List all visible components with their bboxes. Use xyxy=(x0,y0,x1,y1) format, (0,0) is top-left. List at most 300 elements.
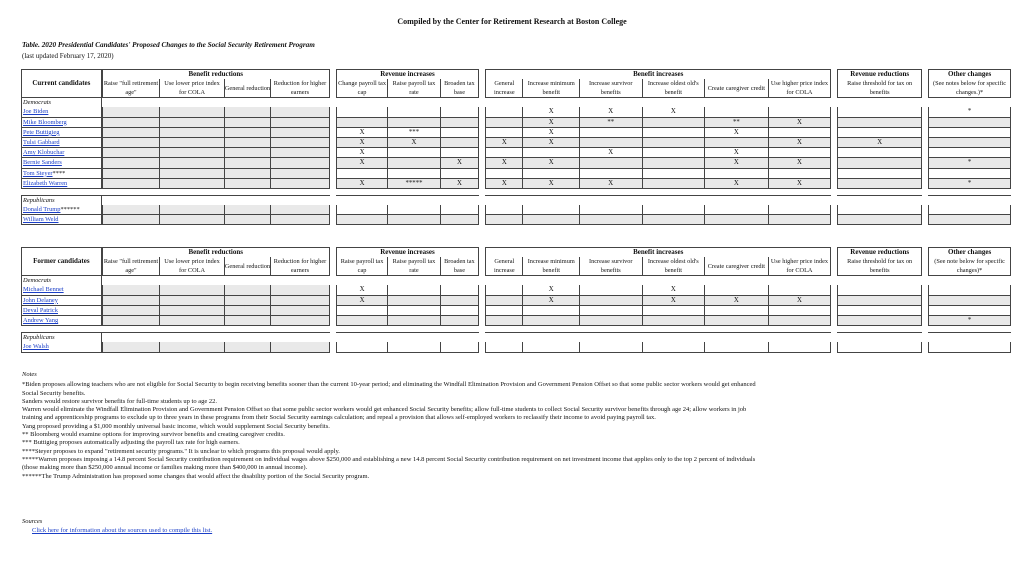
proposal-cell: ***** xyxy=(388,179,440,189)
proposal-cell xyxy=(102,306,161,316)
proposal-cell: X xyxy=(643,285,706,295)
blank-cell xyxy=(837,332,922,342)
proposal-cell xyxy=(769,107,832,117)
note-line: Social Security benefits. xyxy=(22,389,86,397)
proposal-cell: X xyxy=(837,138,922,148)
blank-cell xyxy=(388,195,440,205)
blank-cell xyxy=(580,276,643,285)
proposal-cell xyxy=(485,205,523,215)
proposal-cell: X xyxy=(643,107,706,117)
proposal-cell xyxy=(928,205,1011,215)
blank-cell xyxy=(441,332,479,342)
column-header: General increase xyxy=(485,257,523,276)
proposal-cell xyxy=(705,205,769,215)
proposal-cell xyxy=(643,158,706,168)
column-header: General increase xyxy=(485,79,523,98)
group-header-row xyxy=(21,247,1011,257)
proposal-cell xyxy=(388,205,440,215)
proposal-cell: X xyxy=(336,158,388,168)
column-header: (See notes below for specific changes.)* xyxy=(928,79,1011,98)
column-header-row xyxy=(21,257,1011,276)
proposal-cell xyxy=(837,169,922,179)
candidate-row xyxy=(21,215,1011,225)
blank-cell xyxy=(769,195,832,205)
blank-cell xyxy=(271,332,330,342)
proposal-cell xyxy=(160,342,225,352)
proposal-cell: X xyxy=(485,158,523,168)
proposal-cell xyxy=(523,169,580,179)
blank-cell xyxy=(705,276,769,285)
column-header: Raise payroll tax cap xyxy=(336,257,388,276)
proposal-cell xyxy=(102,296,161,306)
column-header: Raise "full retirement age" xyxy=(102,257,161,276)
group-header-benefit-increases: Benefit increases xyxy=(485,69,831,79)
candidate-name-cell xyxy=(21,306,102,316)
blank-cell xyxy=(580,332,643,342)
proposal-cell: X xyxy=(523,138,580,148)
proposal-cell xyxy=(705,215,769,225)
column-header: Broaden tax base xyxy=(441,257,479,276)
blank-cell xyxy=(580,195,643,205)
proposal-cell xyxy=(225,158,271,168)
proposal-cell xyxy=(160,128,225,138)
proposal-cell xyxy=(388,158,440,168)
candidate-row xyxy=(21,296,1011,306)
party-label: Republicans xyxy=(21,332,102,342)
proposal-cell xyxy=(837,306,922,316)
proposal-cell xyxy=(769,342,832,352)
party-label: Democrats xyxy=(21,276,102,285)
section-label-row xyxy=(21,195,1011,205)
proposal-cell xyxy=(160,169,225,179)
table-label: Current candidates xyxy=(21,69,102,98)
candidate-link[interactable]: Deval Patrick xyxy=(23,306,58,314)
candidate-name-cell xyxy=(21,296,102,306)
column-header: Increase minimum benefit xyxy=(523,79,580,98)
group-header-benefit-reductions: Benefit reductions xyxy=(102,247,330,257)
proposal-cell xyxy=(837,118,922,128)
column-header: Raise payroll tax rate xyxy=(388,79,440,98)
proposal-cell xyxy=(523,205,580,215)
candidate-name-cell xyxy=(21,215,102,225)
proposal-cell xyxy=(225,342,271,352)
note-line: *Biden proposes allowing teachers who are not eligible for Social Security to begin receiving benefits sooner than the current 10-year period; and eliminating the Windfall Elimination Provision and Government Pension Offset so that some public sector workers would get enhanced xyxy=(22,381,756,389)
blank-cell xyxy=(160,195,225,205)
proposal-cell: X xyxy=(705,179,769,189)
candidate-link[interactable]: William Weld xyxy=(23,216,59,224)
proposal-cell: X xyxy=(523,107,580,117)
proposal-cell xyxy=(485,285,523,295)
proposal-cell: X xyxy=(336,296,388,306)
blank-cell xyxy=(271,98,330,107)
proposal-cell xyxy=(225,285,271,295)
proposal-cell xyxy=(928,118,1011,128)
proposal-cell xyxy=(580,285,643,295)
proposal-cell xyxy=(271,285,330,295)
candidate-link[interactable]: Mike Bloomberg xyxy=(23,118,67,126)
proposal-cell: * xyxy=(928,316,1011,326)
proposal-cell xyxy=(441,205,479,215)
proposal-cell xyxy=(271,169,330,179)
proposal-cell xyxy=(705,138,769,148)
blank-cell xyxy=(102,98,161,107)
proposal-cell xyxy=(388,118,440,128)
proposal-cell xyxy=(580,205,643,215)
proposal-cell xyxy=(102,215,161,225)
section-label-row xyxy=(21,332,1011,342)
proposal-cell xyxy=(336,215,388,225)
proposal-cell xyxy=(643,316,706,326)
proposal-cell xyxy=(160,316,225,326)
note-line: ******The Trump Administration has proposed some changes that would affect the disability portion of the Social Security program. xyxy=(22,472,370,480)
column-header: Raise threshold for tax on benefits xyxy=(837,257,922,276)
proposal-cell xyxy=(225,215,271,225)
proposal-cell xyxy=(271,296,330,306)
proposal-cell xyxy=(580,138,643,148)
proposal-cell xyxy=(837,316,922,326)
proposal-cell xyxy=(271,316,330,326)
blank-cell xyxy=(485,98,523,107)
candidate-link[interactable]: Joe Walsh xyxy=(23,343,49,351)
proposal-cell xyxy=(523,342,580,352)
blank-cell xyxy=(225,98,271,107)
proposal-cell xyxy=(485,128,523,138)
column-header: Create caregiver credit xyxy=(705,257,769,276)
proposal-cell xyxy=(160,215,225,225)
proposal-cell xyxy=(643,138,706,148)
proposal-cell xyxy=(643,306,706,316)
proposal-cell xyxy=(705,316,769,326)
proposal-cell xyxy=(271,306,330,316)
proposal-cell xyxy=(160,118,225,128)
proposal-cell: X xyxy=(336,128,388,138)
proposal-cell xyxy=(837,205,922,215)
proposal-cell xyxy=(160,138,225,148)
proposal-cell xyxy=(388,285,440,295)
candidate-row xyxy=(21,342,1011,352)
blank-cell xyxy=(769,276,832,285)
candidate-row xyxy=(21,118,1011,128)
proposal-cell: X xyxy=(769,296,832,306)
proposal-cell xyxy=(837,285,922,295)
candidate-row xyxy=(21,158,1011,168)
proposal-cell xyxy=(580,296,643,306)
table-label: Former candidates xyxy=(21,247,102,276)
blank-cell xyxy=(928,98,1011,107)
column-header: Use higher price index for COLA xyxy=(769,257,832,276)
proposal-cell xyxy=(160,285,225,295)
blank-cell xyxy=(705,98,769,107)
proposal-cell xyxy=(271,205,330,215)
proposal-cell xyxy=(643,215,706,225)
proposal-cell xyxy=(705,107,769,117)
column-header: Use lower price index for COLA xyxy=(160,257,225,276)
blank-cell xyxy=(102,332,161,342)
blank-cell xyxy=(769,98,832,107)
proposal-cell xyxy=(643,148,706,158)
blank-cell xyxy=(580,98,643,107)
proposal-cell: X xyxy=(769,179,832,189)
note-line: *** Buttigieg proposes automatically adjusting the payroll tax rate for high earners. xyxy=(22,439,240,447)
candidate-row xyxy=(21,128,1011,138)
proposal-cell xyxy=(485,342,523,352)
candidate-link[interactable]: Tulsi Gabbard xyxy=(23,139,60,147)
proposal-cell: ** xyxy=(580,118,643,128)
column-header-row xyxy=(21,79,1011,98)
proposal-cell: X xyxy=(705,296,769,306)
blank-cell xyxy=(388,98,440,107)
proposal-cell xyxy=(705,285,769,295)
proposal-cell xyxy=(102,316,161,326)
proposal-cell xyxy=(705,169,769,179)
proposal-cell xyxy=(388,107,440,117)
proposal-cell xyxy=(225,128,271,138)
proposal-cell xyxy=(388,316,440,326)
proposal-cell xyxy=(837,179,922,189)
group-header-benefit-increases: Benefit increases xyxy=(485,247,831,257)
column-header: Increase survivor benefits xyxy=(580,257,643,276)
proposal-cell xyxy=(485,296,523,306)
blank-cell xyxy=(271,195,330,205)
note-line: Yang proposed providing a $1,000 monthly universal basic income, which would supplement Social Security benefits. xyxy=(22,422,330,430)
proposal-cell: X xyxy=(441,179,479,189)
proposal-cell xyxy=(271,158,330,168)
note-line: (those making more than $250,000 annual income or families making more than $400,000 in annual income). xyxy=(22,464,308,472)
proposal-cell xyxy=(928,138,1011,148)
proposal-cell: X xyxy=(485,179,523,189)
proposal-cell xyxy=(102,107,161,117)
note-line: ** Bloomberg would examine options for improving survivor benefits and creating caregiver credits. xyxy=(22,431,285,439)
proposal-cell xyxy=(102,169,161,179)
blank-cell xyxy=(643,332,706,342)
column-header: General reduction xyxy=(225,257,271,276)
proposal-cell xyxy=(160,158,225,168)
candidate-name-cell xyxy=(21,169,102,179)
proposal-cell xyxy=(643,169,706,179)
blank-cell xyxy=(928,276,1011,285)
proposal-cell: X xyxy=(336,138,388,148)
blank-cell xyxy=(388,276,440,285)
blank-cell xyxy=(441,276,479,285)
proposal-cell xyxy=(102,128,161,138)
proposal-cell xyxy=(336,205,388,215)
blank-cell xyxy=(523,195,580,205)
proposal-cell xyxy=(485,118,523,128)
candidate-name-cell xyxy=(21,342,102,352)
proposal-cell xyxy=(336,306,388,316)
blank-cell xyxy=(271,276,330,285)
proposal-cell xyxy=(769,215,832,225)
proposal-cell xyxy=(441,296,479,306)
column-header: Use higher price index for COLA xyxy=(769,79,832,98)
table-title: Table. 2020 Presidential Candidates' Proposed Changes to the Social Security Retirement Program xyxy=(22,41,315,49)
proposal-cell xyxy=(225,179,271,189)
blank-cell xyxy=(102,195,161,205)
proposal-cell xyxy=(580,169,643,179)
proposal-cell xyxy=(441,107,479,117)
proposal-cell xyxy=(523,306,580,316)
proposal-cell xyxy=(705,306,769,316)
proposal-cell xyxy=(580,128,643,138)
proposal-cell xyxy=(102,118,161,128)
proposal-cell xyxy=(928,128,1011,138)
proposal-cell xyxy=(485,306,523,316)
proposal-cell xyxy=(160,148,225,158)
proposal-cell xyxy=(271,179,330,189)
proposal-cell xyxy=(336,342,388,352)
proposal-cell: X xyxy=(643,296,706,306)
proposal-cell: X xyxy=(705,148,769,158)
column-header: Reduction for higher earners xyxy=(271,79,330,98)
proposal-cell: *** xyxy=(388,128,440,138)
blank-cell xyxy=(102,276,161,285)
proposal-cell xyxy=(102,148,161,158)
note-line: Warren would eliminate the Windfall Elimination Provision and Government Pension Offset so that some public sector workers would get enhanced Social Security benefits; allow full-time students to collect Social Security survivor benefits through age 24; allow workers in job xyxy=(22,406,747,414)
proposal-cell xyxy=(837,107,922,117)
group-header-benefit-reductions: Benefit reductions xyxy=(102,69,330,79)
column-header: Raise threshold for tax on benefits xyxy=(837,79,922,98)
candidate-link[interactable]: Michael Bennet xyxy=(23,286,64,294)
candidate-row xyxy=(21,138,1011,148)
proposal-cell xyxy=(837,215,922,225)
blank-cell xyxy=(928,195,1011,205)
proposal-cell xyxy=(336,118,388,128)
proposal-cell: X xyxy=(523,179,580,189)
proposal-cell: * xyxy=(928,158,1011,168)
section-label-row xyxy=(21,276,1011,285)
candidate-link[interactable]: Pete Buttigieg xyxy=(23,128,60,136)
candidate-link[interactable]: John Delaney xyxy=(23,296,58,304)
proposal-cell xyxy=(388,296,440,306)
proposal-cell xyxy=(643,342,706,352)
proposal-cell: X xyxy=(336,285,388,295)
proposal-cell xyxy=(388,148,440,158)
proposal-cell xyxy=(102,138,161,148)
proposal-cell: X xyxy=(336,179,388,189)
sources-section xyxy=(22,517,212,535)
blank-cell xyxy=(160,98,225,107)
candidate-link[interactable]: Tom Steyer xyxy=(23,169,53,177)
group-header-other-changes: Other changes xyxy=(928,69,1011,79)
candidate-link[interactable]: Bernie Sanders xyxy=(23,159,62,167)
proposal-cell xyxy=(580,215,643,225)
column-header: Broaden tax base xyxy=(441,79,479,98)
note-line: ****Steyer proposes to expand "retirement security programs." It is unclear to which programs this proposal would apply. xyxy=(22,447,340,455)
blank-cell xyxy=(523,98,580,107)
proposal-cell xyxy=(102,179,161,189)
blank-cell xyxy=(837,276,922,285)
group-header-revenue-reductions: Revenue reductions xyxy=(837,69,922,79)
candidate-link[interactable]: Joe Biden xyxy=(23,108,49,116)
candidate-name-cell xyxy=(21,138,102,148)
blank-cell xyxy=(705,195,769,205)
blank-cell xyxy=(643,195,706,205)
group-header-revenue-increases: Revenue increases xyxy=(336,247,479,257)
proposal-cell xyxy=(928,215,1011,225)
proposal-cell xyxy=(769,285,832,295)
column-header: Create caregiver credit xyxy=(705,79,769,98)
group-header-other-changes: Other changes xyxy=(928,247,1011,257)
footnote-marker: **** xyxy=(52,169,66,177)
blank-cell xyxy=(336,332,388,342)
column-header: Increase oldest old's benefit xyxy=(643,257,706,276)
candidate-row xyxy=(21,179,1011,189)
column-header: Reduction for higher earners xyxy=(271,257,330,276)
blank-cell xyxy=(769,332,832,342)
blank-cell xyxy=(225,195,271,205)
proposal-cell xyxy=(271,138,330,148)
blank-cell xyxy=(485,332,523,342)
proposal-cell xyxy=(441,342,479,352)
former-candidates-table xyxy=(21,247,1011,353)
sources-link[interactable]: Click here for information about the sources used to compile this list. xyxy=(32,527,213,534)
proposal-cell xyxy=(580,158,643,168)
proposal-cell: X xyxy=(523,285,580,295)
blank-cell xyxy=(523,332,580,342)
notes-section xyxy=(22,371,1002,481)
proposal-cell xyxy=(769,128,832,138)
candidate-name-cell xyxy=(21,148,102,158)
proposal-cell: X xyxy=(769,138,832,148)
proposal-cell xyxy=(388,342,440,352)
proposal-cell xyxy=(271,342,330,352)
candidate-name-cell xyxy=(21,285,102,295)
proposal-cell xyxy=(643,179,706,189)
proposal-cell xyxy=(225,205,271,215)
party-label: Republicans xyxy=(21,195,102,205)
proposal-cell xyxy=(225,107,271,117)
candidate-row xyxy=(21,285,1011,295)
note-line: training and apprenticeship programs to exclude up to three years in these programs from their Social Security earnings calculation; and repeal a provision that allows self-employed workers to reclassify their income to avoid paying payroll tax. xyxy=(22,414,656,422)
group-header-revenue-increases: Revenue increases xyxy=(336,69,479,79)
footnote-marker: ****** xyxy=(60,206,80,214)
proposal-cell xyxy=(928,306,1011,316)
proposal-cell: X xyxy=(523,158,580,168)
proposal-cell xyxy=(928,148,1011,158)
proposal-cell xyxy=(336,316,388,326)
candidate-link[interactable]: Elizabeth Warren xyxy=(23,179,68,187)
proposal-cell xyxy=(388,169,440,179)
proposal-cell xyxy=(388,215,440,225)
current-candidates-table xyxy=(21,69,1011,225)
proposal-cell xyxy=(441,285,479,295)
proposal-cell: X xyxy=(769,158,832,168)
notes-heading: Notes xyxy=(22,371,37,378)
candidate-link[interactable]: Andrew Yang xyxy=(23,317,59,325)
proposal-cell xyxy=(769,148,832,158)
blank-cell xyxy=(225,332,271,342)
proposal-cell xyxy=(225,316,271,326)
proposal-cell xyxy=(441,306,479,316)
proposal-cell: X xyxy=(388,138,440,148)
proposal-cell xyxy=(928,169,1011,179)
section-label-row xyxy=(21,98,1011,107)
proposal-cell xyxy=(705,342,769,352)
column-header: Change payroll tax cap xyxy=(336,79,388,98)
proposal-cell: X xyxy=(336,148,388,158)
candidate-link[interactable]: Amy Klobuchar xyxy=(23,149,65,157)
proposal-cell xyxy=(271,118,330,128)
proposal-cell xyxy=(485,107,523,117)
blank-cell xyxy=(336,195,388,205)
candidate-link[interactable]: Donald Trump xyxy=(23,206,61,214)
proposal-cell: X xyxy=(769,118,832,128)
proposal-cell: X xyxy=(523,128,580,138)
proposal-cell xyxy=(928,296,1011,306)
blank-cell xyxy=(523,276,580,285)
candidate-name-cell xyxy=(21,205,102,215)
candidate-name-cell xyxy=(21,107,102,117)
